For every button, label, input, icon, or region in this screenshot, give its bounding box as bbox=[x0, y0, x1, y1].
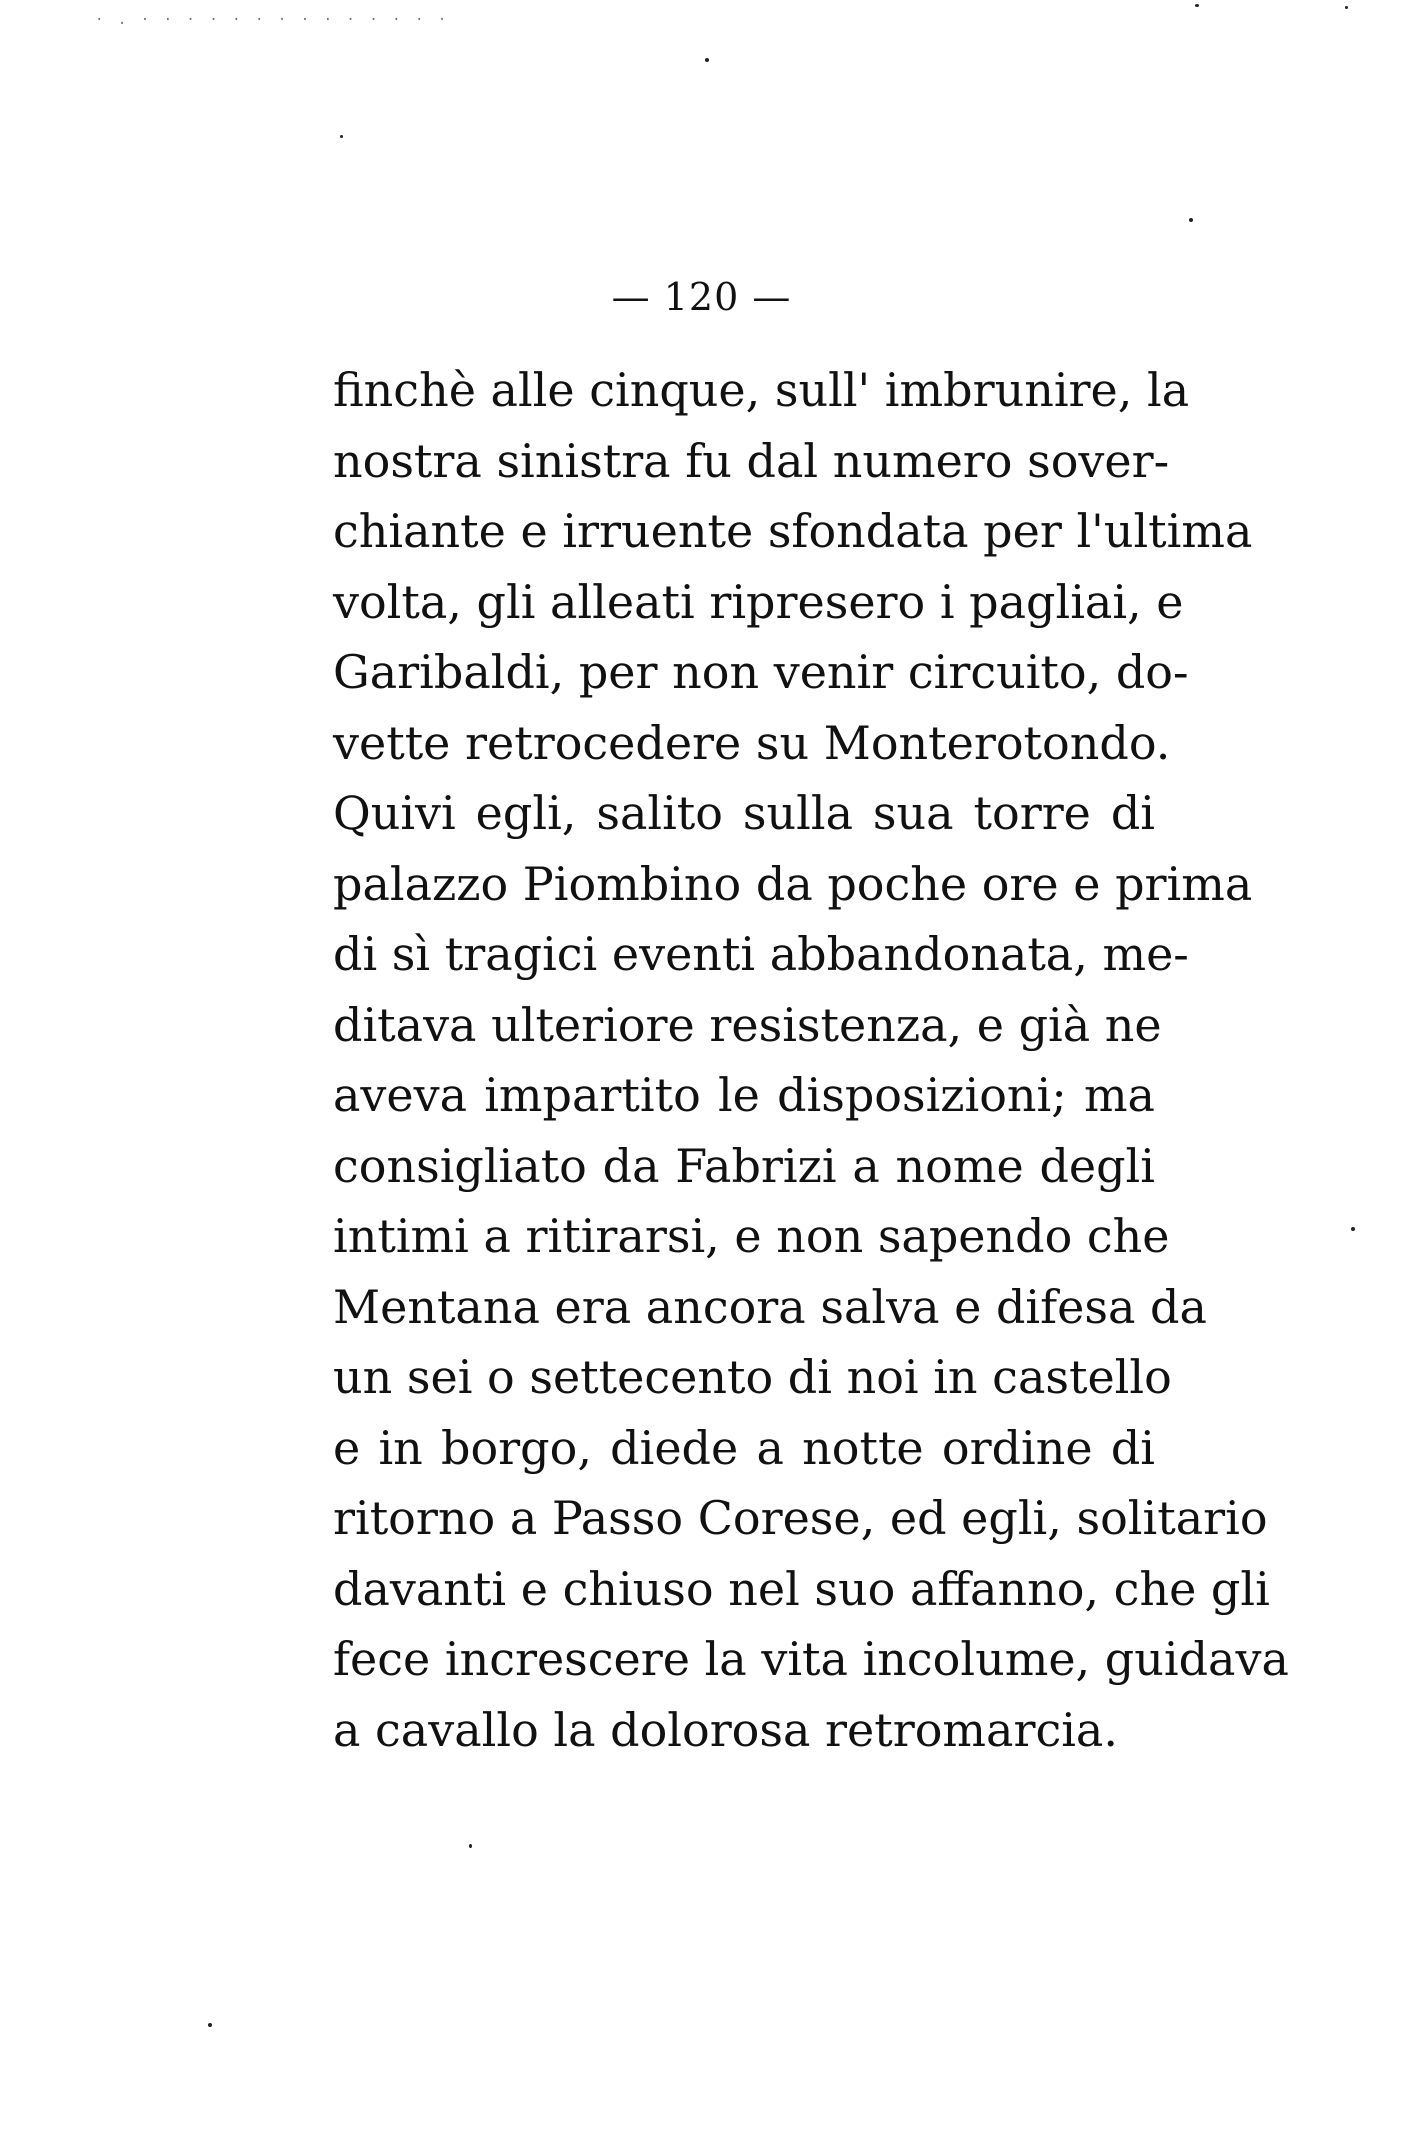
text-line: davanti e chiuso nel suo affanno, che gli bbox=[333, 1561, 1270, 1616]
text-line: ritorno a Passo Corese, ed egli, solitario bbox=[333, 1491, 1268, 1545]
text-line: di sì tragici eventi abbandonata, me- bbox=[333, 927, 1189, 981]
text-line: intimi a ritirarsi, e non sapendo che bbox=[333, 1209, 1170, 1263]
text-line: vette retrocedere su Monterotondo. bbox=[333, 715, 1171, 770]
text-line: volta, gli alleati ripresero i pagliai, e bbox=[333, 574, 1184, 629]
text-line: ditava ulteriore resistenza, e già ne bbox=[333, 997, 1162, 1052]
scan-speck bbox=[469, 1844, 472, 1848]
text-line: Garibaldi, per non venir circuito, do- bbox=[333, 645, 1189, 699]
scan-noise-top: · . · · · · · · · · · · · · · · bbox=[95, 12, 450, 28]
text-line: un sei o settecento di noi in castello bbox=[333, 1350, 1172, 1404]
scan-speck bbox=[340, 135, 343, 138]
text-line: Quivi egli, salito sulla sua torre di bbox=[333, 786, 1155, 840]
scan-speck bbox=[1351, 1227, 1355, 1231]
text-line: palazzo Piombino da poche ore e prima bbox=[333, 856, 1253, 911]
page-number-header: — 120 — bbox=[611, 275, 792, 319]
text-line: aveva impartito le disposizioni; ma bbox=[333, 1068, 1155, 1122]
text-line: consigliato da Fabrizi a nome degli bbox=[333, 1138, 1155, 1193]
scan-speck bbox=[1189, 218, 1193, 222]
text-line: fece increscere la vita incolume, guidava bbox=[333, 1632, 1289, 1686]
body-text bbox=[333, 355, 1289, 1765]
text-line: finchè alle cinque, sull' imbrunire, la bbox=[333, 363, 1190, 417]
text-line: nostra sinistra fu dal numero sover- bbox=[333, 433, 1170, 488]
scan-speck bbox=[1195, 4, 1199, 7]
scan-speck bbox=[705, 58, 709, 62]
scan-speck bbox=[1345, 6, 1348, 9]
text-line: Mentana era ancora salva e difesa da bbox=[333, 1279, 1207, 1334]
scan-speck bbox=[208, 2023, 212, 2027]
text-line: e in borgo, diede a notte ordine di bbox=[333, 1420, 1155, 1475]
text-line: chiante e irruente sfondata per l'ultima bbox=[333, 504, 1253, 558]
text-line: a cavallo la dolorosa retromarcia. bbox=[333, 1702, 1118, 1757]
